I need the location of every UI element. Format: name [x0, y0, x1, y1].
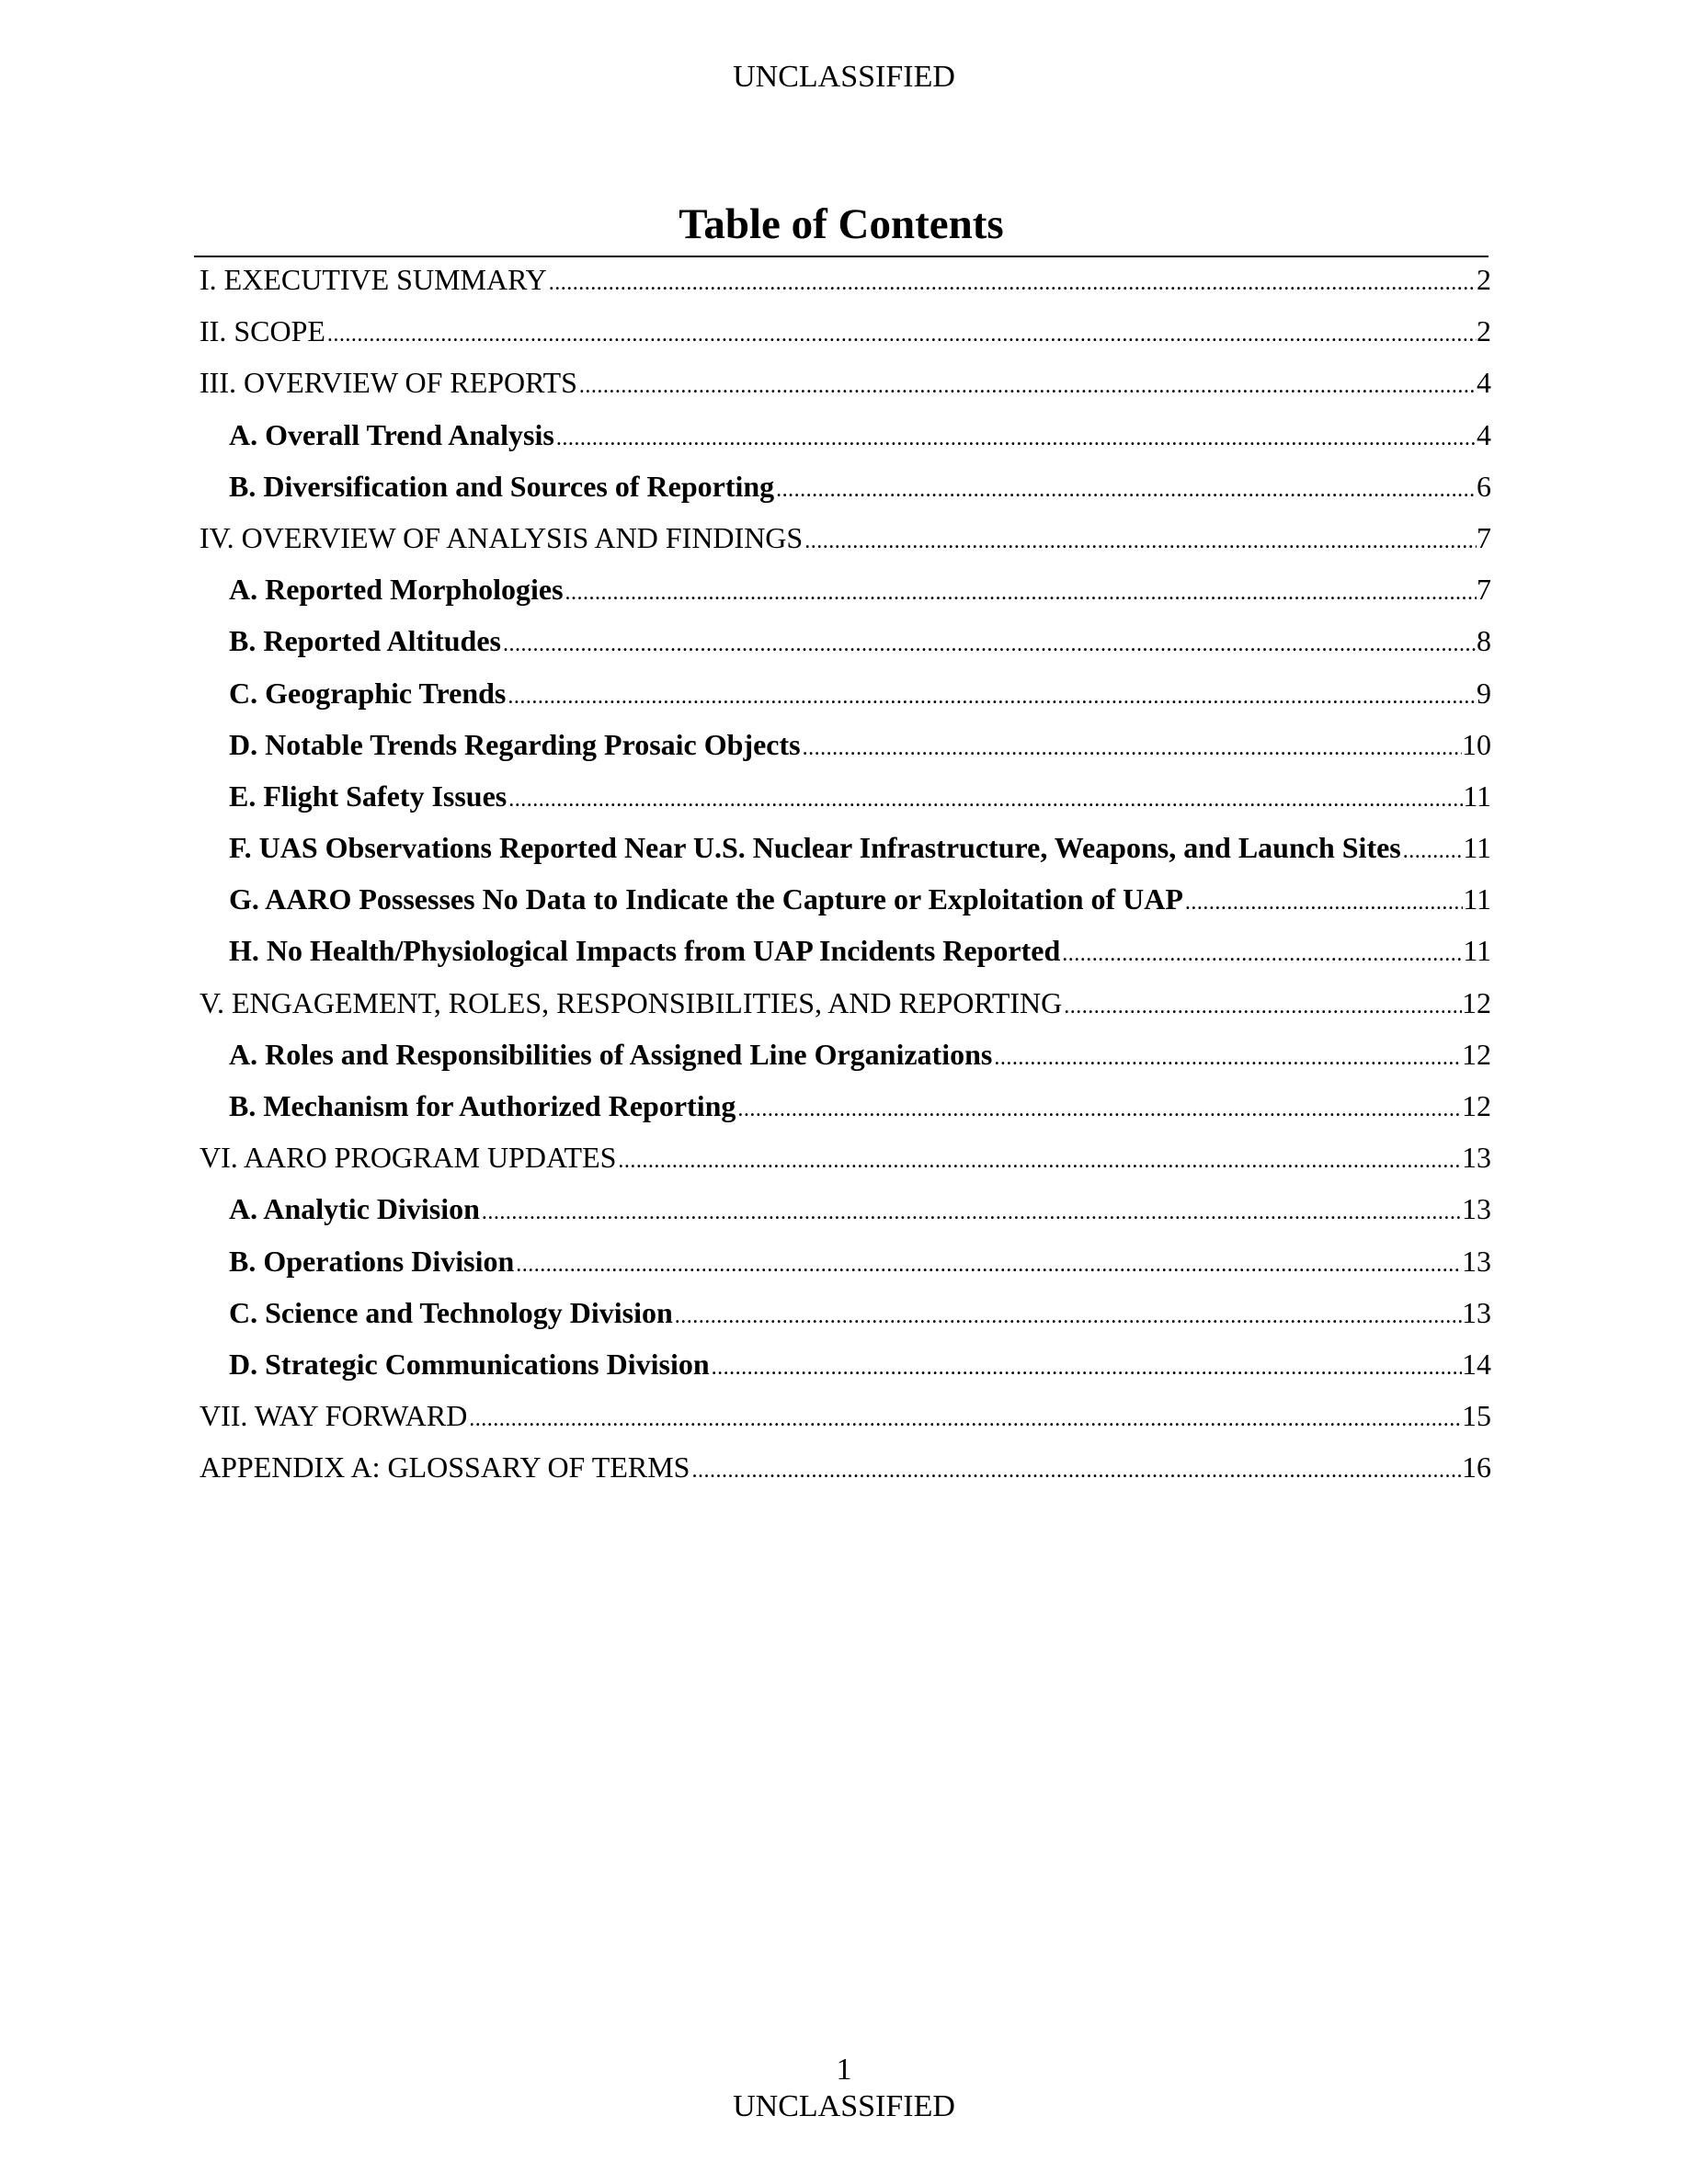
toc-dot-leader [501, 628, 1477, 661]
toc-entry-label: B. Reported Altitudes [229, 624, 501, 658]
toc-list [200, 259, 1491, 1499]
toc-entry-label: B. Mechanism for Authorized Reporting [229, 1089, 736, 1122]
toc-dot-leader [554, 422, 1477, 455]
toc-entry-page-number: 11 [1463, 831, 1491, 865]
toc-entry-label: APPENDIX A: GLOSSARY OF TERMS [200, 1450, 690, 1484]
toc-entry-page-number: 2 [1477, 263, 1491, 296]
toc-entry[interactable] [200, 518, 1491, 569]
toc-entry[interactable] [200, 362, 1491, 414]
toc-entry-label: II. SCOPE [200, 314, 325, 348]
toc-entry-label: G. AARO Possesses No Data to Indicate the Capture or Exploitation of UAP [229, 882, 1183, 916]
toc-entry-page-number: 11 [1463, 934, 1491, 968]
toc-dot-leader [616, 1144, 1462, 1177]
classification-banner-top: UNCLASSIFIED [733, 60, 955, 94]
toc-entry-page-number: 11 [1463, 882, 1491, 916]
toc-entry[interactable] [200, 879, 1491, 930]
toc-dot-leader [690, 1454, 1462, 1487]
toc-title: Table of Contents [679, 200, 1004, 248]
toc-entry-label: B. Diversification and Sources of Reporting [229, 469, 775, 503]
toc-entry-page-number: 7 [1477, 573, 1491, 607]
toc-dot-leader [480, 1196, 1462, 1229]
toc-entry-label: I. EXECUTIVE SUMMARY [200, 263, 547, 296]
toc-entry-page-number: 4 [1477, 366, 1491, 400]
toc-entry-label: C. Science and Technology Division [229, 1295, 673, 1329]
classification-banner-bottom: UNCLASSIFIED [733, 2089, 955, 2123]
toc-dot-leader [774, 473, 1477, 506]
toc-entry-label: III. OVERVIEW OF REPORTS [200, 366, 577, 400]
toc-entry[interactable] [200, 983, 1491, 1034]
toc-entry[interactable] [200, 415, 1491, 466]
toc-dot-leader [1183, 886, 1463, 919]
toc-entry-page-number: 6 [1477, 469, 1491, 503]
toc-entry[interactable] [200, 1137, 1491, 1189]
toc-dot-leader [514, 1248, 1462, 1281]
toc-dot-leader [564, 576, 1477, 609]
toc-entry-label: A. Overall Trend Analysis [229, 417, 554, 451]
toc-dot-leader [1060, 938, 1463, 971]
toc-entry-label: IV. OVERVIEW OF ANALYSIS AND FINDINGS [200, 520, 804, 554]
toc-entry-label: A. Analytic Division [229, 1192, 480, 1226]
toc-entry[interactable] [200, 311, 1491, 362]
toc-dot-leader [710, 1351, 1462, 1384]
toc-dot-leader [992, 1041, 1462, 1075]
toc-entry-page-number: 4 [1477, 417, 1491, 451]
toc-entry[interactable] [200, 1395, 1491, 1447]
toc-entry[interactable] [200, 1189, 1491, 1240]
toc-entry-page-number: 10 [1462, 727, 1491, 761]
toc-dot-leader [506, 680, 1477, 713]
toc-entry[interactable] [200, 620, 1491, 672]
toc-entry-page-number: 14 [1462, 1347, 1491, 1381]
toc-dot-leader [577, 370, 1477, 403]
toc-entry-page-number: 8 [1477, 624, 1491, 658]
toc-dot-leader [673, 1300, 1462, 1333]
toc-entry-label: A. Reported Morphologies [229, 573, 564, 607]
toc-entry-label: F. UAS Observations Reported Near U.S. Nuclear Infrastructure, Weapons, and Launch Sites [229, 831, 1401, 865]
toc-entry-label: V. ENGAGEMENT, ROLES, RESPONSIBILITIES, AND REPORTING [200, 985, 1063, 1019]
toc-entry[interactable] [200, 724, 1491, 776]
toc-entry-page-number: 13 [1462, 1295, 1491, 1329]
toc-dot-leader [736, 1093, 1462, 1126]
toc-dot-leader [1062, 990, 1462, 1023]
toc-entry[interactable] [200, 1086, 1491, 1137]
toc-entry[interactable] [200, 1292, 1491, 1344]
toc-entry[interactable] [200, 1241, 1491, 1292]
toc-entry[interactable] [200, 776, 1491, 827]
toc-entry-label: E. Flight Safety Issues [229, 779, 508, 813]
toc-entry-page-number: 15 [1462, 1399, 1491, 1433]
toc-entry-page-number: 13 [1462, 1244, 1491, 1278]
toc-dot-leader [803, 525, 1477, 558]
toc-entry-label: C. Geographic Trends [229, 676, 507, 710]
toc-title-rule [194, 256, 1488, 257]
toc-dot-leader [507, 783, 1463, 816]
toc-entry-page-number: 7 [1477, 520, 1491, 554]
toc-entry[interactable] [200, 673, 1491, 724]
toc-entry-page-number: 9 [1477, 676, 1491, 710]
toc-entry-label: D. Strategic Communications Division [229, 1347, 710, 1381]
toc-entry-page-number: 2 [1477, 314, 1491, 348]
toc-entry[interactable] [200, 466, 1491, 518]
toc-dot-leader [1401, 835, 1463, 868]
toc-entry-page-number: 11 [1463, 779, 1491, 813]
toc-entry-page-number: 13 [1462, 1192, 1491, 1226]
toc-dot-leader [325, 318, 1477, 351]
toc-entry-page-number: 16 [1462, 1450, 1491, 1484]
toc-entry[interactable] [200, 930, 1491, 982]
toc-entry[interactable] [200, 1034, 1491, 1086]
toc-entry-page-number: 13 [1462, 1141, 1491, 1175]
toc-dot-leader [801, 732, 1462, 765]
page-number: 1 [836, 2053, 852, 2087]
toc-entry-label: D. Notable Trends Regarding Prosaic Objects [229, 727, 801, 761]
toc-dot-leader [547, 267, 1477, 300]
toc-entry[interactable] [200, 259, 1491, 311]
toc-entry[interactable] [200, 827, 1491, 879]
toc-entry-page-number: 12 [1462, 1037, 1491, 1071]
toc-entry[interactable] [200, 1344, 1491, 1395]
toc-entry-label: VII. WAY FORWARD [200, 1399, 468, 1433]
toc-entry-label: A. Roles and Responsibilities of Assigned Line Organizations [229, 1037, 993, 1071]
toc-entry[interactable] [200, 1447, 1491, 1498]
toc-entry[interactable] [200, 569, 1491, 620]
toc-entry-label: H. No Health/Physiological Impacts from UAP Incidents Reported [229, 934, 1061, 968]
toc-dot-leader [467, 1403, 1462, 1436]
toc-entry-label: VI. AARO PROGRAM UPDATES [200, 1141, 617, 1175]
toc-entry-page-number: 12 [1462, 1089, 1491, 1122]
toc-entry-page-number: 12 [1462, 985, 1491, 1019]
toc-entry-label: B. Operations Division [229, 1244, 515, 1278]
